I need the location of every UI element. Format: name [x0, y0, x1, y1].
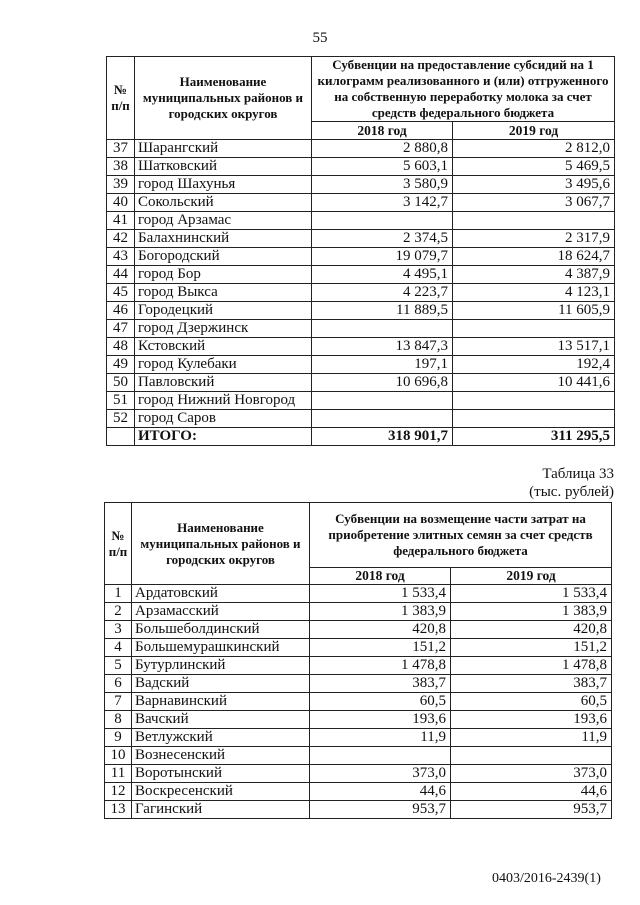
- district-name: город Дзержинск: [135, 320, 312, 338]
- value-2019: 60,5: [451, 693, 612, 711]
- value-2018: 420,8: [310, 621, 451, 639]
- value-2019: [453, 392, 615, 410]
- row-number: 51: [107, 392, 135, 410]
- table-row: [107, 284, 615, 302]
- table-row: [105, 693, 612, 711]
- row-number: [107, 428, 135, 446]
- district-name: Ардатовский: [132, 585, 310, 603]
- value-2018: 4 495,1: [312, 266, 453, 284]
- value-2018: 197,1: [312, 356, 453, 374]
- district-name: Гагинский: [132, 801, 310, 819]
- district-name: Бутурлинский: [132, 657, 310, 675]
- value-2019: 1 383,9: [451, 603, 612, 621]
- value-2018: 44,6: [310, 783, 451, 801]
- table-row: [107, 356, 615, 374]
- header-2018: 2018 год: [312, 122, 453, 140]
- value-2018: 2 880,8: [312, 140, 453, 158]
- value-2019: 1 478,8: [451, 657, 612, 675]
- table-row: [107, 248, 615, 266]
- district-name: Сокольский: [135, 194, 312, 212]
- value-2019: [453, 212, 615, 230]
- district-name: город Кулебаки: [135, 356, 312, 374]
- header-2019: 2019 год: [453, 122, 615, 140]
- value-2019: 3 495,6: [453, 176, 615, 194]
- value-2018: 60,5: [310, 693, 451, 711]
- district-name: город Выкса: [135, 284, 312, 302]
- value-2019: 420,8: [451, 621, 612, 639]
- value-2019: 11,9: [451, 729, 612, 747]
- row-number: 37: [107, 140, 135, 158]
- district-name: Ветлужский: [132, 729, 310, 747]
- header-group: Субвенции на возмещение части затрат на приобретение элитных семян за счет средств федерального бюджета: [310, 503, 612, 568]
- row-number: 9: [105, 729, 132, 747]
- value-2019: 373,0: [451, 765, 612, 783]
- district-name: Арзамасский: [132, 603, 310, 621]
- value-2018: 953,7: [310, 801, 451, 819]
- row-number: 11: [105, 765, 132, 783]
- value-2018: 5 603,1: [312, 158, 453, 176]
- value-2019: 4 123,1: [453, 284, 615, 302]
- value-2018: [312, 212, 453, 230]
- row-number: 38: [107, 158, 135, 176]
- value-2018: [312, 320, 453, 338]
- header-2018: 2018 год: [310, 568, 451, 585]
- header-num: № п/п: [107, 57, 135, 140]
- value-2019: 2 317,9: [453, 230, 615, 248]
- value-2018: 193,6: [310, 711, 451, 729]
- value-2018: [312, 392, 453, 410]
- value-2018: 373,0: [310, 765, 451, 783]
- table-row: [107, 374, 615, 392]
- value-2018: [312, 410, 453, 428]
- value-2019: [453, 410, 615, 428]
- total-2019: 311 295,5: [453, 428, 615, 446]
- value-2018: 1 383,9: [310, 603, 451, 621]
- row-number: 5: [105, 657, 132, 675]
- table-row: [105, 603, 612, 621]
- value-2018: 13 847,3: [312, 338, 453, 356]
- district-name: Вачский: [132, 711, 310, 729]
- table-row: [107, 212, 615, 230]
- district-name: Вознесенский: [132, 747, 310, 765]
- table-row: [107, 338, 615, 356]
- row-number: 1: [105, 585, 132, 603]
- value-2019: 192,4: [453, 356, 615, 374]
- row-number: 52: [107, 410, 135, 428]
- table-row: [105, 621, 612, 639]
- row-number: 2: [105, 603, 132, 621]
- value-2019: 953,7: [451, 801, 612, 819]
- value-2019: [451, 747, 612, 765]
- row-number: 40: [107, 194, 135, 212]
- table-row: [107, 140, 615, 158]
- value-2018: 383,7: [310, 675, 451, 693]
- district-name: Воротынский: [132, 765, 310, 783]
- table-row: [105, 585, 612, 603]
- row-number: 45: [107, 284, 135, 302]
- table-row: [105, 801, 612, 819]
- table-row: [107, 302, 615, 320]
- table-row: [107, 194, 615, 212]
- district-name: Павловский: [135, 374, 312, 392]
- district-name: город Арзамас: [135, 212, 312, 230]
- value-2019: 5 469,5: [453, 158, 615, 176]
- row-number: 46: [107, 302, 135, 320]
- value-2018: 11 889,5: [312, 302, 453, 320]
- value-2018: 2 374,5: [312, 230, 453, 248]
- table-row: [107, 410, 615, 428]
- district-name: город Саров: [135, 410, 312, 428]
- total-row: [107, 428, 615, 446]
- row-number: 7: [105, 693, 132, 711]
- table-row: [105, 639, 612, 657]
- header-num: № п/п: [105, 503, 132, 585]
- district-name: город Бор: [135, 266, 312, 284]
- table-row: [105, 765, 612, 783]
- value-2018: 11,9: [310, 729, 451, 747]
- district-name: Городецкий: [135, 302, 312, 320]
- value-2018: 3 580,9: [312, 176, 453, 194]
- table-row: [107, 392, 615, 410]
- district-name: Большеболдинский: [132, 621, 310, 639]
- value-2019: 2 812,0: [453, 140, 615, 158]
- total-2018: 318 901,7: [312, 428, 453, 446]
- row-number: 8: [105, 711, 132, 729]
- value-2019: 3 067,7: [453, 194, 615, 212]
- district-name: Воскресенский: [132, 783, 310, 801]
- value-2019: [453, 320, 615, 338]
- header-name: Наименование муниципальных районов и городских округов: [132, 503, 310, 585]
- district-name: Шарангский: [135, 140, 312, 158]
- value-2018: [310, 747, 451, 765]
- table-row: [107, 266, 615, 284]
- total-label: ИТОГО:: [135, 428, 312, 446]
- table-row: [107, 176, 615, 194]
- milk-subsidy-table: [106, 56, 615, 446]
- row-number: 50: [107, 374, 135, 392]
- row-number: 42: [107, 230, 135, 248]
- value-2019: 44,6: [451, 783, 612, 801]
- district-name: Шатковский: [135, 158, 312, 176]
- value-2019: 151,2: [451, 639, 612, 657]
- district-name: Кстовский: [135, 338, 312, 356]
- value-2018: 151,2: [310, 639, 451, 657]
- row-number: 3: [105, 621, 132, 639]
- table-units: (тыс. рублей): [529, 484, 614, 500]
- district-name: Балахнинский: [135, 230, 312, 248]
- value-2019: 13 517,1: [453, 338, 615, 356]
- district-name: город Нижний Новгород: [135, 392, 312, 410]
- value-2019: 11 605,9: [453, 302, 615, 320]
- value-2018: 3 142,7: [312, 194, 453, 212]
- table-row: [105, 783, 612, 801]
- value-2019: 4 387,9: [453, 266, 615, 284]
- row-number: 43: [107, 248, 135, 266]
- value-2018: 19 079,7: [312, 248, 453, 266]
- district-name: Большемурашкинский: [132, 639, 310, 657]
- value-2018: 1 478,8: [310, 657, 451, 675]
- row-number: 41: [107, 212, 135, 230]
- table-row: [107, 230, 615, 248]
- elite-seeds-subsidy-table: [104, 502, 612, 819]
- value-2019: 383,7: [451, 675, 612, 693]
- row-number: 10: [105, 747, 132, 765]
- row-number: 4: [105, 639, 132, 657]
- table-row: [105, 711, 612, 729]
- header-group: Субвенции на предоставление субсидий на 1 килограмм реализованного и (или) отгруженного на собственную переработку молока за счет средств федерального бюджета: [312, 57, 615, 122]
- table-row: [107, 158, 615, 176]
- row-number: 6: [105, 675, 132, 693]
- district-name: Вадский: [132, 675, 310, 693]
- value-2019: 18 624,7: [453, 248, 615, 266]
- value-2019: 1 533,4: [451, 585, 612, 603]
- document-code: 0403/2016-2439(1): [492, 871, 601, 886]
- table-row: [105, 657, 612, 675]
- table-row: [105, 747, 612, 765]
- value-2018: 1 533,4: [310, 585, 451, 603]
- row-number: 44: [107, 266, 135, 284]
- row-number: 49: [107, 356, 135, 374]
- row-number: 39: [107, 176, 135, 194]
- value-2019: 193,6: [451, 711, 612, 729]
- header-name: Наименование муниципальных районов и городских округов: [135, 57, 312, 140]
- table-row: [107, 320, 615, 338]
- header-2019: 2019 год: [451, 568, 612, 585]
- row-number: 12: [105, 783, 132, 801]
- district-name: Варнавинский: [132, 693, 310, 711]
- table-row: [105, 675, 612, 693]
- district-name: город Шахунья: [135, 176, 312, 194]
- page-number: 55: [312, 30, 328, 46]
- value-2019: 10 441,6: [453, 374, 615, 392]
- row-number: 13: [105, 801, 132, 819]
- table-row: [105, 729, 612, 747]
- value-2018: 4 223,7: [312, 284, 453, 302]
- row-number: 47: [107, 320, 135, 338]
- value-2018: 10 696,8: [312, 374, 453, 392]
- table-caption: Таблица 33: [542, 466, 614, 482]
- district-name: Богородский: [135, 248, 312, 266]
- row-number: 48: [107, 338, 135, 356]
